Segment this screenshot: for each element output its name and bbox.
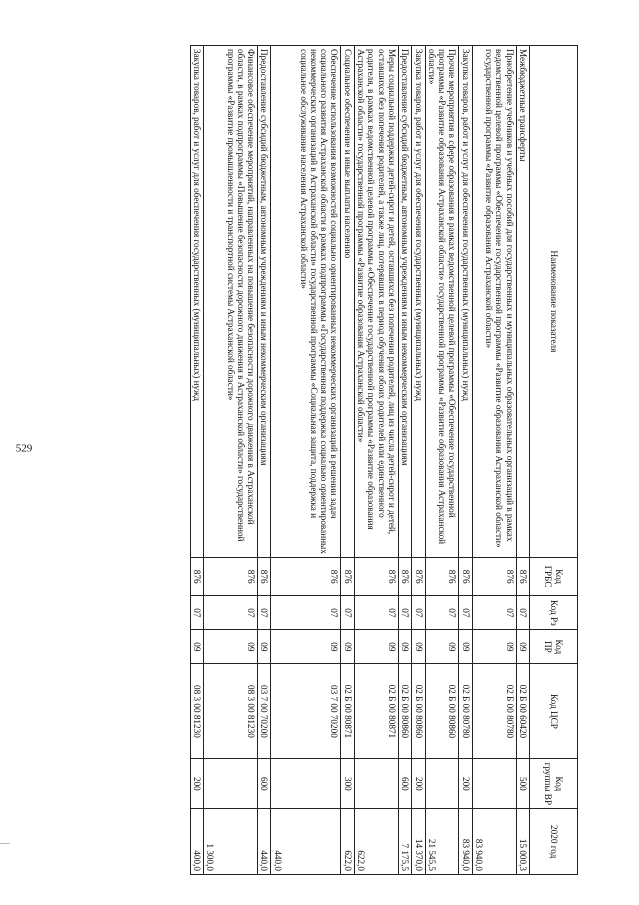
header-rz: Код Рз <box>530 596 578 630</box>
row-amount: 83 940,0 <box>459 809 472 875</box>
row-amount: 400,0 <box>190 809 203 875</box>
row-rz: 07 <box>516 596 529 630</box>
row-pr: 09 <box>398 630 411 664</box>
row-amount: 15 000,3 <box>516 809 529 875</box>
header-name: Наименование показателя <box>530 46 578 558</box>
row-csr: 02 Б 00 60420 <box>516 664 529 759</box>
row-name: Предоставление субсидий бюджетным, автономным учреждениям и иным некоммерческим организациям <box>398 46 411 558</box>
table-row <box>412 46 425 875</box>
row-amount: 83 940,0 <box>472 809 516 875</box>
row-amount: 622,0 <box>341 809 354 875</box>
row-name: Финансовое обеспечение мероприятий, направленных на повышение безопасности дорожного движения в Астраханской области, в рамках подпрограммы «Повышение безопасности дорожного движения в Астраханской области» государственной программы «Развитие промышленности и транспортной системы Астраханской области» <box>204 46 258 558</box>
row-amount: 440,0 <box>258 809 271 875</box>
table-row <box>459 46 472 875</box>
row-vr: 600 <box>398 759 411 809</box>
page-number: 529 <box>15 442 33 455</box>
row-grbs: 876 <box>258 557 271 596</box>
row-rz: 07 <box>398 596 411 630</box>
row-vr: 300 <box>341 759 354 809</box>
row-rz: 07 <box>425 596 459 630</box>
row-rz: 07 <box>271 596 341 630</box>
row-rz: 07 <box>412 596 425 630</box>
row-name: Обеспечение использования возможностей социально ориентированных некоммерческих организаций в решении задач социального развития Астраханской области в рамках подпрограммы «Государственная поддержка социально ориентированных некоммерческих организаций в Астраханской области» государственной программы «Социальная защита, поддержка и социальное обслуживание населения Астраханской области» <box>271 46 341 558</box>
row-pr: 09 <box>459 630 472 664</box>
row-grbs: 876 <box>472 557 516 596</box>
row-pr: 09 <box>258 630 271 664</box>
row-pr: 09 <box>354 630 398 664</box>
row-csr: 08 3 00 81230 <box>190 664 203 759</box>
row-name: Меры социальной поддержки детей-сирот и детей, оставшихся без попечения родителей, лиц из числа детей-сирот и детей, оставшихся без попечения родителей, а также лиц, потерявших в период обучения обоих родителей или единственного родителя, в рамках ведомственной целевой программы «Обеспечение государственной программы «Развитие образования Астраханской области» государственной программы «Развитие образования Астраханской области» <box>354 46 398 558</box>
row-name: Межбюджетные трансферты <box>516 46 529 558</box>
row-amount: 622,0 <box>354 809 398 875</box>
table-row <box>190 46 203 875</box>
row-csr: 02 Б 00 80780 <box>459 664 472 759</box>
row-grbs: 876 <box>398 557 411 596</box>
row-rz: 07 <box>459 596 472 630</box>
page-number-wrapper <box>15 440 33 457</box>
row-name: Закупка товаров, работ и услуг для обеспечения государственных (муниципальных) нужд <box>412 46 425 558</box>
row-csr: 02 Б 00 80860 <box>398 664 411 759</box>
row-vr: 200 <box>190 759 203 809</box>
row-grbs: 876 <box>459 557 472 596</box>
row-name: Закупка товаров, работ и услуг для обеспечения государственных (муниципальных) нужд <box>190 46 203 558</box>
row-grbs: 876 <box>354 557 398 596</box>
row-grbs: 876 <box>412 557 425 596</box>
table-row <box>354 46 398 875</box>
table-row <box>516 46 529 875</box>
table-row <box>271 46 341 875</box>
row-csr: 02 Б 00 80860 <box>412 664 425 759</box>
budget-table <box>190 45 578 875</box>
table-row <box>258 46 271 875</box>
row-csr: 08 3 00 81230 <box>204 664 258 759</box>
row-grbs: 876 <box>190 557 203 596</box>
header-vr: Код группы ВР <box>530 759 578 809</box>
row-vr <box>425 759 459 809</box>
row-grbs: 876 <box>341 557 354 596</box>
row-grbs: 876 <box>425 557 459 596</box>
row-rz: 07 <box>204 596 258 630</box>
row-grbs: 876 <box>271 557 341 596</box>
row-amount: 14 370,0 <box>412 809 425 875</box>
row-csr: 03 7 00 70200 <box>271 664 341 759</box>
row-vr: 500 <box>516 759 529 809</box>
row-name: Приобретение учебников и учебных пособий для государственных и муниципальных образовательных организаций в рамках ведомственной целевой программы «Обеспечение государственной программы «Развитие образования Астраханской области» государственной программы «Развитие образования Астраханской области» <box>472 46 516 558</box>
row-grbs: 876 <box>516 557 529 596</box>
row-amount: 1 300,0 <box>204 809 258 875</box>
row-vr: 200 <box>412 759 425 809</box>
row-csr: 03 7 00 70200 <box>258 664 271 759</box>
header-grbs: Код ГРБС <box>530 557 578 596</box>
row-vr <box>354 759 398 809</box>
row-amount: 7 175,5 <box>398 809 411 875</box>
row-csr: 02 Б 00 80871 <box>341 664 354 759</box>
row-grbs: 876 <box>204 557 258 596</box>
header-year: 2020 год <box>530 809 578 875</box>
row-amount: 21 545,5 <box>425 809 459 875</box>
row-pr: 09 <box>341 630 354 664</box>
row-rz: 07 <box>354 596 398 630</box>
header-pr: Код ПР <box>530 630 578 664</box>
row-amount: 440,0 <box>271 809 341 875</box>
row-name: Закупка товаров, работ и услуг для обеспечения государственных (муниципальных) нужд <box>459 46 472 558</box>
row-csr: 02 Б 00 80871 <box>354 664 398 759</box>
table-row <box>204 46 258 875</box>
table-header-row <box>530 46 578 875</box>
rotated-table-container <box>108 45 578 875</box>
table-row <box>341 46 354 875</box>
row-rz: 07 <box>258 596 271 630</box>
row-csr: 02 Б 00 80860 <box>425 664 459 759</box>
row-pr: 09 <box>190 630 203 664</box>
row-csr: 02 Б 00 80780 <box>472 664 516 759</box>
header-csr: Код ЦСР <box>530 664 578 759</box>
row-pr: 09 <box>516 630 529 664</box>
table-row <box>398 46 411 875</box>
table-row <box>472 46 516 875</box>
row-name: Прочие мероприятия в сфере образования в рамках ведомственной целевой программы «Обеспечение государственной программы «Развитие образования Астраханской области» государственной программы «Развитие образования Астраханской области» <box>425 46 459 558</box>
row-rz: 07 <box>341 596 354 630</box>
row-pr: 09 <box>204 630 258 664</box>
row-vr: 600 <box>258 759 271 809</box>
row-rz: 07 <box>472 596 516 630</box>
row-vr <box>472 759 516 809</box>
table-row <box>425 46 459 875</box>
row-pr: 09 <box>412 630 425 664</box>
row-pr: 09 <box>271 630 341 664</box>
row-name: Предоставление субсидий бюджетным, автономным учреждениям и иным некоммерческим организациям <box>258 46 271 558</box>
row-vr: 200 <box>459 759 472 809</box>
row-pr: 09 <box>425 630 459 664</box>
row-vr <box>204 759 258 809</box>
scan-edge-mark <box>0 843 10 844</box>
row-vr <box>271 759 341 809</box>
row-pr: 09 <box>472 630 516 664</box>
row-name: Социальное обеспечение и иные выплаты населению <box>341 46 354 558</box>
row-rz: 07 <box>190 596 203 630</box>
